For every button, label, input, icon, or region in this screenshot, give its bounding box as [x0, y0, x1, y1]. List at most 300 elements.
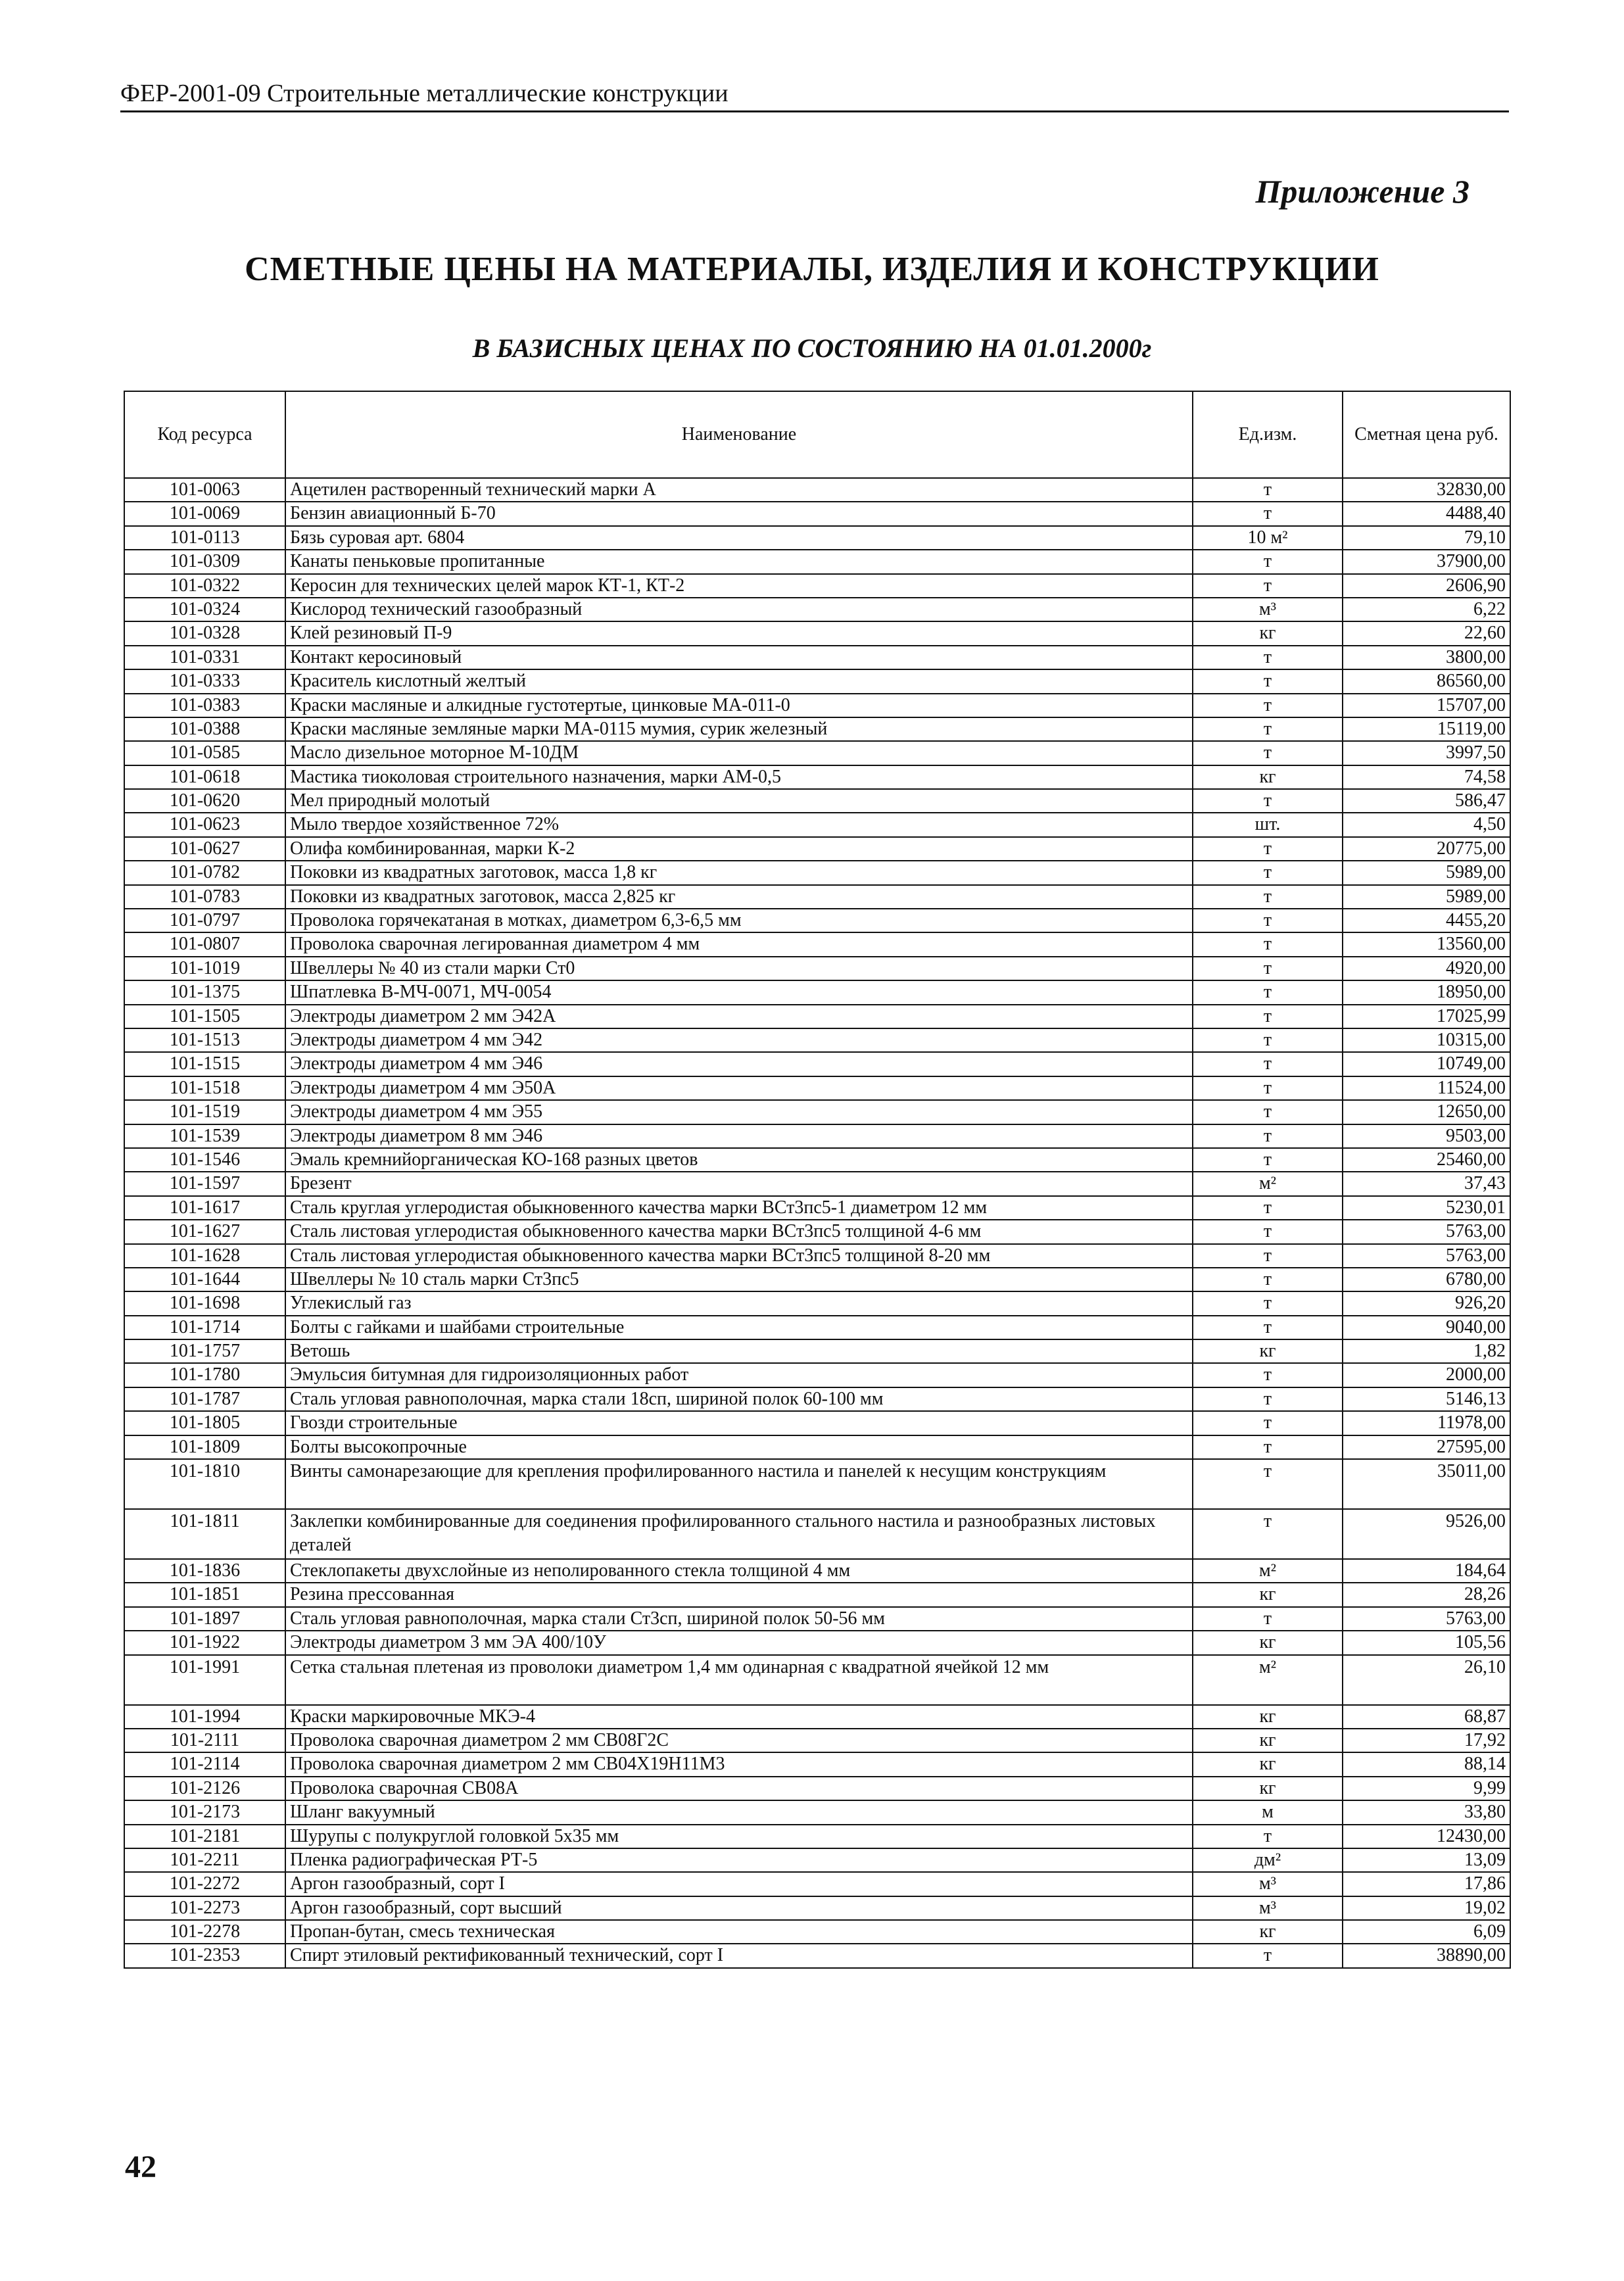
resource-code-cell: 101-0623: [124, 813, 285, 836]
unit-cell: т: [1193, 1944, 1343, 1967]
item-name-cell: Масло дизельное моторное М-10ДМ: [285, 741, 1193, 765]
resource-code-cell: 101-0069: [124, 502, 285, 525]
unit-cell: т: [1193, 909, 1343, 932]
item-name-cell: Канаты пеньковые пропитанные: [285, 550, 1193, 573]
table-row: [124, 765, 1510, 789]
item-name-cell: Болты высокопрочные: [285, 1435, 1193, 1459]
item-name-cell: Болты с гайками и шайбами строительные: [285, 1316, 1193, 1339]
price-cell: 32830,00: [1343, 478, 1510, 502]
price-cell: 10315,00: [1343, 1028, 1510, 1052]
unit-cell: м²: [1193, 1172, 1343, 1195]
table-row: [124, 478, 1510, 502]
item-name-cell: Проволока горячекатаная в мотках, диаметром 6,3-6,5 мм: [285, 909, 1193, 932]
table-row: [124, 598, 1510, 621]
price-cell: 12430,00: [1343, 1825, 1510, 1848]
unit-cell: т: [1193, 1244, 1343, 1268]
item-name-cell: Электроды диаметром 4 мм Э46: [285, 1052, 1193, 1076]
resource-code-cell: 101-1546: [124, 1148, 285, 1172]
resource-code-cell: 101-1519: [124, 1100, 285, 1124]
item-name-cell: Шпатлевка В-МЧ-0071, МЧ-0054: [285, 980, 1193, 1004]
resource-code-cell: 101-2126: [124, 1777, 285, 1800]
unit-cell: т: [1193, 980, 1343, 1004]
item-name-cell: Сталь листовая углеродистая обыкновенного качества марки ВСт3пс5 толщиной 4-6 мм: [285, 1220, 1193, 1243]
table-row: [124, 1316, 1510, 1339]
item-name-cell: Сталь листовая углеродистая обыкновенного качества марки ВСт3пс5 толщиной 8-20 мм: [285, 1244, 1193, 1268]
table-row: [124, 1172, 1510, 1195]
unit-cell: т: [1193, 669, 1343, 693]
resource-code-cell: 101-1628: [124, 1244, 285, 1268]
price-cell: 33,80: [1343, 1800, 1510, 1824]
unit-cell: шт.: [1193, 813, 1343, 836]
price-cell: 6,09: [1343, 1920, 1510, 1944]
table-row: [124, 837, 1510, 861]
price-cell: 9503,00: [1343, 1124, 1510, 1148]
unit-cell: т: [1193, 1076, 1343, 1100]
price-cell: 5146,13: [1343, 1387, 1510, 1411]
page-number: 42: [125, 2149, 156, 2184]
resource-code-cell: 101-1617: [124, 1196, 285, 1220]
resource-code-cell: 101-0797: [124, 909, 285, 932]
resource-code-cell: 101-0618: [124, 765, 285, 789]
unit-cell: кг: [1193, 1752, 1343, 1776]
price-cell: 5763,00: [1343, 1607, 1510, 1631]
page-subtitle: В БАЗИСНЫХ ЦЕНАХ ПО СОСТОЯНИЮ НА 01.01.2000г: [472, 333, 1152, 363]
item-name-cell: Контакт керосиновый: [285, 646, 1193, 669]
table-row: [124, 1028, 1510, 1052]
price-cell: 11978,00: [1343, 1411, 1510, 1435]
table-row: [124, 694, 1510, 717]
resource-code-cell: 101-0113: [124, 526, 285, 550]
resource-code-cell: 101-2173: [124, 1800, 285, 1824]
resource-code-cell: 101-0807: [124, 932, 285, 956]
unit-cell: т: [1193, 1825, 1343, 1848]
unit-cell: т: [1193, 550, 1343, 573]
unit-cell: т: [1193, 1028, 1343, 1052]
price-cell: 22,60: [1343, 621, 1510, 645]
price-cell: 79,10: [1343, 526, 1510, 550]
price-cell: 5989,00: [1343, 885, 1510, 909]
resource-code-cell: 101-1515: [124, 1052, 285, 1076]
resource-code-cell: 101-2111: [124, 1729, 285, 1752]
unit-cell: т: [1193, 741, 1343, 765]
price-table: [124, 391, 1511, 1969]
item-name-cell: Гвозди строительные: [285, 1411, 1193, 1435]
item-name-cell: Мастика тиоколовая строительного назначения, марки АМ-0,5: [285, 765, 1193, 789]
resource-code-cell: 101-1897: [124, 1607, 285, 1631]
unit-cell: т: [1193, 1363, 1343, 1387]
item-name-cell: Олифа комбинированная, марки К-2: [285, 837, 1193, 861]
price-cell: 13,09: [1343, 1848, 1510, 1872]
item-name-cell: Аргон газообразный, сорт высший: [285, 1896, 1193, 1920]
table-row: [124, 861, 1510, 884]
resource-code-cell: 101-0627: [124, 837, 285, 861]
price-cell: 184,64: [1343, 1559, 1510, 1583]
price-cell: 5230,01: [1343, 1196, 1510, 1220]
column-header-name: Наименование: [285, 391, 1193, 478]
unit-cell: т: [1193, 646, 1343, 669]
unit-cell: т: [1193, 502, 1343, 525]
resource-code-cell: 101-2353: [124, 1944, 285, 1967]
item-name-cell: Брезент: [285, 1172, 1193, 1195]
resource-code-cell: 101-1375: [124, 980, 285, 1004]
unit-cell: м³: [1193, 598, 1343, 621]
table-row: [124, 1848, 1510, 1872]
table-row: [124, 621, 1510, 645]
unit-cell: т: [1193, 1387, 1343, 1411]
table-row: [124, 1005, 1510, 1028]
resource-code-cell: 101-1518: [124, 1076, 285, 1100]
unit-cell: кг: [1193, 1339, 1343, 1363]
table-row: [124, 1435, 1510, 1459]
item-name-cell: Краситель кислотный желтый: [285, 669, 1193, 693]
unit-cell: т: [1193, 1268, 1343, 1291]
item-name-cell: Спирт этиловый ректификованный технический, сорт I: [285, 1944, 1193, 1967]
item-name-cell: Сталь угловая равнополочная, марка стали Ст3сп, шириной полок 50-56 мм: [285, 1607, 1193, 1631]
item-name-cell: Винты самонарезающие для крепления профилированного настила и панелей к несущим конструкциям: [285, 1459, 1193, 1509]
table-row: [124, 574, 1510, 598]
table-row: [124, 1920, 1510, 1944]
unit-cell: т: [1193, 1052, 1343, 1076]
item-name-cell: Швеллеры № 10 сталь марки Ст3пс5: [285, 1268, 1193, 1291]
resource-code-cell: 101-1811: [124, 1509, 285, 1559]
table-row: [124, 1244, 1510, 1268]
resource-code-cell: 101-0388: [124, 717, 285, 741]
price-cell: 25460,00: [1343, 1148, 1510, 1172]
item-name-cell: Краски масляные земляные марки МА-0115 мумия, сурик железный: [285, 717, 1193, 741]
price-cell: 2606,90: [1343, 574, 1510, 598]
price-cell: 2000,00: [1343, 1363, 1510, 1387]
resource-code-cell: 101-1714: [124, 1316, 285, 1339]
resource-code-cell: 101-1836: [124, 1559, 285, 1583]
item-name-cell: Эмульсия битумная для гидроизоляционных работ: [285, 1363, 1193, 1387]
resource-code-cell: 101-1851: [124, 1583, 285, 1606]
resource-code-cell: 101-1505: [124, 1005, 285, 1028]
item-name-cell: Проволока сварочная легированная диаметром 4 мм: [285, 932, 1193, 956]
table-row: [124, 1559, 1510, 1583]
price-cell: 6,22: [1343, 598, 1510, 621]
table-row: [124, 1196, 1510, 1220]
resource-code-cell: 101-0331: [124, 646, 285, 669]
table-header-row: [124, 391, 1510, 478]
unit-cell: т: [1193, 1005, 1343, 1028]
table-row: [124, 1411, 1510, 1435]
table-row: [124, 717, 1510, 741]
unit-cell: т: [1193, 1100, 1343, 1124]
table-row: [124, 1124, 1510, 1148]
table-row: [124, 1052, 1510, 1076]
resource-code-cell: 101-1698: [124, 1291, 285, 1315]
resource-code-cell: 101-0333: [124, 669, 285, 693]
table-row: [124, 1076, 1510, 1100]
table-row: [124, 1607, 1510, 1631]
unit-cell: т: [1193, 717, 1343, 741]
unit-cell: кг: [1193, 765, 1343, 789]
table-row: [124, 980, 1510, 1004]
price-cell: 5989,00: [1343, 861, 1510, 884]
table-body: [124, 478, 1510, 1968]
item-name-cell: Шурупы с полукруглой головкой 5х35 мм: [285, 1825, 1193, 1848]
unit-cell: кг: [1193, 1583, 1343, 1606]
resource-code-cell: 101-2273: [124, 1896, 285, 1920]
item-name-cell: Аргон газообразный, сорт I: [285, 1872, 1193, 1896]
resource-code-cell: 101-2272: [124, 1872, 285, 1896]
resource-code-cell: 101-2278: [124, 1920, 285, 1944]
table-row: [124, 1100, 1510, 1124]
table-row: [124, 1752, 1510, 1776]
table-row: [124, 1896, 1510, 1920]
item-name-cell: Электроды диаметром 3 мм ЭА 400/10У: [285, 1631, 1193, 1654]
price-cell: 35011,00: [1343, 1459, 1510, 1509]
unit-cell: кг: [1193, 1729, 1343, 1752]
unit-cell: т: [1193, 789, 1343, 813]
resource-code-cell: 101-1539: [124, 1124, 285, 1148]
price-cell: 15707,00: [1343, 694, 1510, 717]
item-name-cell: Заклепки комбинированные для соединения профилированного стального настила и разнообразных листовых деталей: [285, 1509, 1193, 1559]
table-row: [124, 1872, 1510, 1896]
unit-cell: т: [1193, 1291, 1343, 1315]
price-cell: 5763,00: [1343, 1244, 1510, 1268]
table-row: [124, 1339, 1510, 1363]
price-cell: 18950,00: [1343, 980, 1510, 1004]
unit-cell: м³: [1193, 1872, 1343, 1896]
unit-cell: дм²: [1193, 1848, 1343, 1872]
price-cell: 9526,00: [1343, 1509, 1510, 1559]
unit-cell: т: [1193, 861, 1343, 884]
item-name-cell: Пленка радиографическая РТ-5: [285, 1848, 1193, 1872]
unit-cell: м²: [1193, 1559, 1343, 1583]
table-row: [124, 1729, 1510, 1752]
resource-code-cell: 101-0324: [124, 598, 285, 621]
table-row: [124, 1825, 1510, 1848]
item-name-cell: Эмаль кремнийорганическая КО-168 разных цветов: [285, 1148, 1193, 1172]
table-row: [124, 957, 1510, 980]
price-cell: 105,56: [1343, 1631, 1510, 1654]
table-row: [124, 932, 1510, 956]
unit-cell: т: [1193, 885, 1343, 909]
price-cell: 6780,00: [1343, 1268, 1510, 1291]
resource-code-cell: 101-1787: [124, 1387, 285, 1411]
page-title: СМЕТНЫЕ ЦЕНЫ НА МАТЕРИАЛЫ, ИЗДЕЛИЯ И КОНСТРУКЦИИ: [245, 251, 1379, 288]
price-cell: 1,82: [1343, 1339, 1510, 1363]
resource-code-cell: 101-2181: [124, 1825, 285, 1848]
unit-cell: т: [1193, 1435, 1343, 1459]
table-row: [124, 1705, 1510, 1729]
table-row: [124, 1631, 1510, 1654]
price-cell: 28,26: [1343, 1583, 1510, 1606]
resource-code-cell: 101-1810: [124, 1459, 285, 1509]
unit-cell: кг: [1193, 621, 1343, 645]
item-name-cell: Ацетилен растворенный технический марки А: [285, 478, 1193, 502]
unit-cell: т: [1193, 932, 1343, 956]
price-cell: 17,92: [1343, 1729, 1510, 1752]
price-cell: 4455,20: [1343, 909, 1510, 932]
resource-code-cell: 101-1644: [124, 1268, 285, 1291]
resource-code-cell: 101-0782: [124, 861, 285, 884]
column-header-code: Код ресурса: [124, 391, 285, 478]
item-name-cell: Мел природный молотый: [285, 789, 1193, 813]
resource-code-cell: 101-1809: [124, 1435, 285, 1459]
price-cell: 11524,00: [1343, 1076, 1510, 1100]
resource-code-cell: 101-2114: [124, 1752, 285, 1776]
unit-cell: т: [1193, 1316, 1343, 1339]
table-row: [124, 1800, 1510, 1824]
table-row: [124, 1459, 1510, 1509]
table-row: [124, 1220, 1510, 1243]
item-name-cell: Поковки из квадратных заготовок, масса 1,8 кг: [285, 861, 1193, 884]
unit-cell: т: [1193, 694, 1343, 717]
table-row: [124, 1944, 1510, 1967]
item-name-cell: Пропан-бутан, смесь техническая: [285, 1920, 1193, 1944]
resource-code-cell: 101-0063: [124, 478, 285, 502]
item-name-cell: Клей резиновый П-9: [285, 621, 1193, 645]
item-name-cell: Сетка стальная плетеная из проволоки диаметром 1,4 мм одинарная с квадратной ячейкой 12 мм: [285, 1655, 1193, 1705]
appendix-label: Приложение 3: [1255, 173, 1469, 210]
price-cell: 13560,00: [1343, 932, 1510, 956]
price-cell: 4,50: [1343, 813, 1510, 836]
item-name-cell: Бензин авиационный Б-70: [285, 502, 1193, 525]
price-cell: 9040,00: [1343, 1316, 1510, 1339]
resource-code-cell: 101-1991: [124, 1655, 285, 1705]
item-name-cell: Электроды диаметром 4 мм Э50А: [285, 1076, 1193, 1100]
price-cell: 37,43: [1343, 1172, 1510, 1195]
price-cell: 4920,00: [1343, 957, 1510, 980]
price-cell: 15119,00: [1343, 717, 1510, 741]
price-cell: 86560,00: [1343, 669, 1510, 693]
table-row: [124, 741, 1510, 765]
table-row: [124, 502, 1510, 525]
table-row: [124, 1387, 1510, 1411]
unit-cell: т: [1193, 574, 1343, 598]
unit-cell: т: [1193, 1509, 1343, 1559]
item-name-cell: Электроды диаметром 2 мм Э42А: [285, 1005, 1193, 1028]
price-cell: 27595,00: [1343, 1435, 1510, 1459]
unit-cell: кг: [1193, 1631, 1343, 1654]
item-name-cell: Поковки из квадратных заготовок, масса 2,825 кг: [285, 885, 1193, 909]
resource-code-cell: 101-0383: [124, 694, 285, 717]
price-cell: 37900,00: [1343, 550, 1510, 573]
resource-code-cell: 101-1780: [124, 1363, 285, 1387]
price-cell: 12650,00: [1343, 1100, 1510, 1124]
table-row: [124, 1268, 1510, 1291]
item-name-cell: Ветошь: [285, 1339, 1193, 1363]
resource-code-cell: 101-1627: [124, 1220, 285, 1243]
item-name-cell: Кислород технический газообразный: [285, 598, 1193, 621]
price-cell: 4488,40: [1343, 502, 1510, 525]
price-cell: 17,86: [1343, 1872, 1510, 1896]
resource-code-cell: 101-0322: [124, 574, 285, 598]
item-name-cell: Электроды диаметром 4 мм Э42: [285, 1028, 1193, 1052]
item-name-cell: Мыло твердое хозяйственное 72%: [285, 813, 1193, 836]
unit-cell: т: [1193, 1411, 1343, 1435]
table-row: [124, 1291, 1510, 1315]
unit-cell: т: [1193, 1148, 1343, 1172]
item-name-cell: Резина прессованная: [285, 1583, 1193, 1606]
resource-code-cell: 101-1805: [124, 1411, 285, 1435]
price-cell: 10749,00: [1343, 1052, 1510, 1076]
running-header: ФЕР-2001-09 Строительные металлические конструкции: [120, 78, 1509, 112]
unit-cell: т: [1193, 957, 1343, 980]
item-name-cell: Сталь круглая углеродистая обыкновенного качества марки ВСт3пс5-1 диаметром 12 мм: [285, 1196, 1193, 1220]
item-name-cell: Проволока сварочная диаметром 2 мм СВ04Х19Н11М3: [285, 1752, 1193, 1776]
resource-code-cell: 101-0309: [124, 550, 285, 573]
item-name-cell: Сталь угловая равнополочная, марка стали 18сп, шириной полок 60-100 мм: [285, 1387, 1193, 1411]
price-cell: 38890,00: [1343, 1944, 1510, 1967]
table-row: [124, 526, 1510, 550]
item-name-cell: Швеллеры № 40 из стали марки Ст0: [285, 957, 1193, 980]
table-row: [124, 789, 1510, 813]
table-row: [124, 1777, 1510, 1800]
resource-code-cell: 101-1757: [124, 1339, 285, 1363]
table-row: [124, 669, 1510, 693]
table-row: [124, 1148, 1510, 1172]
price-cell: 74,58: [1343, 765, 1510, 789]
table-row: [124, 885, 1510, 909]
item-name-cell: Шланг вакуумный: [285, 1800, 1193, 1824]
price-cell: 9,99: [1343, 1777, 1510, 1800]
item-name-cell: Краски маркировочные МКЭ-4: [285, 1705, 1193, 1729]
resource-code-cell: 101-0585: [124, 741, 285, 765]
unit-cell: т: [1193, 478, 1343, 502]
unit-cell: кг: [1193, 1920, 1343, 1944]
column-header-unit: Ед.изм.: [1193, 391, 1343, 478]
price-cell: 3800,00: [1343, 646, 1510, 669]
price-cell: 20775,00: [1343, 837, 1510, 861]
unit-cell: кг: [1193, 1777, 1343, 1800]
price-cell: 17025,99: [1343, 1005, 1510, 1028]
price-cell: 19,02: [1343, 1896, 1510, 1920]
item-name-cell: Электроды диаметром 8 мм Э46: [285, 1124, 1193, 1148]
item-name-cell: Проволока сварочная СВ08А: [285, 1777, 1193, 1800]
unit-cell: т: [1193, 1459, 1343, 1509]
resource-code-cell: 101-0783: [124, 885, 285, 909]
unit-cell: 10 м²: [1193, 526, 1343, 550]
resource-code-cell: 101-1922: [124, 1631, 285, 1654]
price-cell: 5763,00: [1343, 1220, 1510, 1243]
column-header-price: Сметная цена руб.: [1343, 391, 1510, 478]
resource-code-cell: 101-0328: [124, 621, 285, 645]
price-cell: 26,10: [1343, 1655, 1510, 1705]
resource-code-cell: 101-1019: [124, 957, 285, 980]
unit-cell: м: [1193, 1800, 1343, 1824]
item-name-cell: Углекислый газ: [285, 1291, 1193, 1315]
table-row: [124, 1363, 1510, 1387]
resource-code-cell: 101-1597: [124, 1172, 285, 1195]
unit-cell: т: [1193, 1196, 1343, 1220]
table-row: [124, 646, 1510, 669]
item-name-cell: Стеклопакеты двухслойные из неполированного стекла толщиной 4 мм: [285, 1559, 1193, 1583]
table-row: [124, 813, 1510, 836]
table-row: [124, 1655, 1510, 1705]
table-row: [124, 550, 1510, 573]
price-cell: 68,87: [1343, 1705, 1510, 1729]
table-row: [124, 909, 1510, 932]
table-row: [124, 1583, 1510, 1606]
price-cell: 3997,50: [1343, 741, 1510, 765]
resource-code-cell: 101-1994: [124, 1705, 285, 1729]
unit-cell: кг: [1193, 1705, 1343, 1729]
unit-cell: м³: [1193, 1896, 1343, 1920]
price-cell: 586,47: [1343, 789, 1510, 813]
resource-code-cell: 101-1513: [124, 1028, 285, 1052]
unit-cell: т: [1193, 1220, 1343, 1243]
price-cell: 88,14: [1343, 1752, 1510, 1776]
unit-cell: м²: [1193, 1655, 1343, 1705]
price-cell: 926,20: [1343, 1291, 1510, 1315]
item-name-cell: Бязь суровая арт. 6804: [285, 526, 1193, 550]
unit-cell: т: [1193, 1607, 1343, 1631]
unit-cell: т: [1193, 1124, 1343, 1148]
resource-code-cell: 101-0620: [124, 789, 285, 813]
